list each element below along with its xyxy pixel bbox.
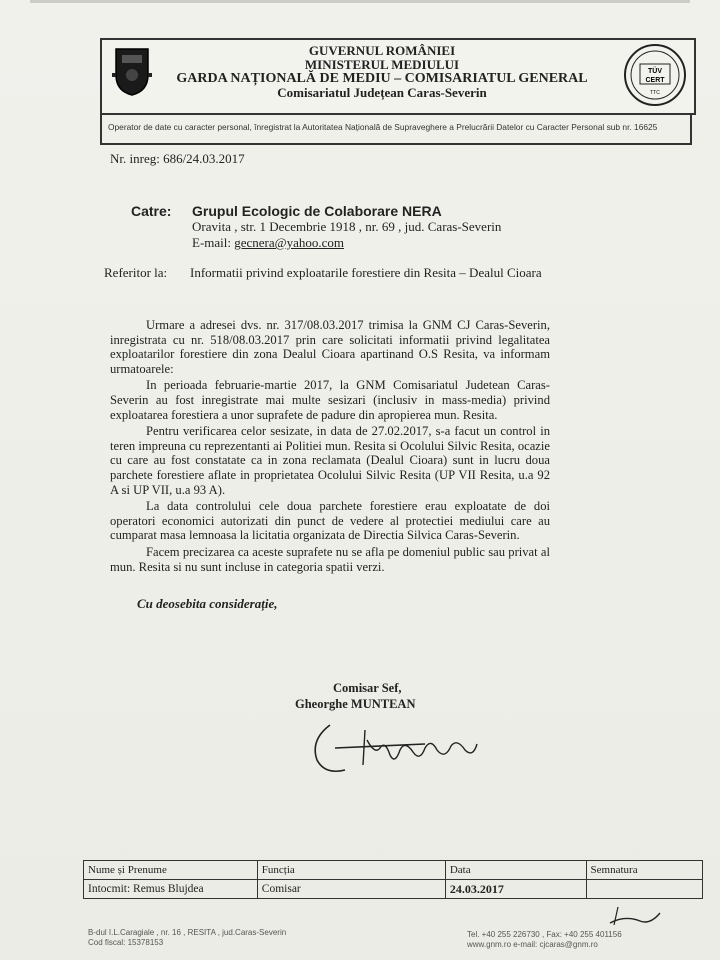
paragraph-4: La data controlului cele doua parchete forestiere erau exploatate de doi operatori economici autorizati din punct de vedere al protectiei mediului care au cumparat masa lemnoasa la licitatia organizata de Directia Silvica Caras-Severin. xyxy=(110,499,550,543)
recipient-email-line xyxy=(192,235,501,251)
table-cell-date: 24.03.2017 xyxy=(445,880,586,899)
handwritten-signature xyxy=(305,710,495,780)
footer-contact-line-1: Tel. +40 255 226730 , Fax: +40 255 401156 xyxy=(467,930,622,939)
paragraph-5: Facem precizarea ca aceste suprafete nu se afla pe domeniul public sau privat al mun. Resita si nu sunt incluse in categoria spatii verzi. xyxy=(110,544,550,574)
recipient-email-label: E-mail: xyxy=(192,235,235,250)
footer-address xyxy=(88,928,286,948)
table-cell-function: Comisar xyxy=(257,880,445,899)
certification-seal-icon xyxy=(622,42,688,108)
signer-name: Gheorghe MUNTEAN xyxy=(295,697,416,711)
paragraph-3: Pentru verificarea celor sesizate, in data de 27.02.2017, s-a facut un control in teren impreuna cu reprezentanti ai Politiei mun. Resita si Ocolului Silvic Resita, ocazie cu care au fost constatate ca in zona reclamata (Dealul Cioara) sunt in lucru doua parchete forestiere aflate in proprietatea Ocolului Silvic Resita (UP VII Resita, u.a 92 A si UP VII, u.a 93 A). xyxy=(110,424,550,497)
recipient-name: Grupul Ecologic de Colaborare NERA xyxy=(192,203,442,219)
closing-salutation: Cu deosebita considerație, xyxy=(137,596,278,611)
letter-body xyxy=(110,318,550,574)
letterhead-line-3: GARDA NAȚIONALĂ DE MEDIU – COMISARIATUL GENERAL xyxy=(176,71,588,86)
paragraph-2: In perioada februarie-martie 2017, la GNM Comisariatul Judetean Caras-Severin au fost inregistrate mai multe sesizari (inclusiv in mass-media) privind exploatarea forestiera a unor suprafete de padure din apropierea mun. Resita. xyxy=(110,378,550,422)
svg-text:TTC: TTC xyxy=(650,90,660,96)
letterhead xyxy=(100,38,696,115)
footer-contact xyxy=(467,930,622,950)
recipient-email-link[interactable]: gecnera@yahoo.com xyxy=(234,235,345,250)
table-header-name: Nume și Prenume xyxy=(84,861,258,880)
footer-contact-line-2: www.gnm.ro e-mail: cjcaras@gnm.ro xyxy=(467,940,598,949)
svg-text:CERT: CERT xyxy=(645,77,665,84)
table-header-row xyxy=(84,861,703,880)
paragraph-1: Urmare a adresei dvs. nr. 317/08.03.2017 trimisa la GNM CJ Caras-Severin, inregistrata cu nr. 518/08.03.2017 prin care solicitati informatii privind legalitatea exploatarilor forestiere din zona Dealul Cioara apartinand O.S Resita, va informam urmatoarele: xyxy=(110,318,550,376)
registration-number: Nr. inreg: 686/24.03.2017 xyxy=(110,151,245,166)
recipient-address: Oravita , str. 1 Decembrie 1918 , nr. 69 , jud. Caras-Severin xyxy=(192,219,502,234)
table-header-function: Funcția xyxy=(257,861,445,880)
letterhead-line-2: MINISTERUL MEDIULUI xyxy=(304,57,460,72)
coat-of-arms-icon xyxy=(112,45,152,97)
subject-label: Referitor la: xyxy=(104,265,168,280)
subject-text: Informatii privind exploatarile forestiere din Resita – Dealul Cioara xyxy=(190,265,542,280)
recipient-block xyxy=(192,203,501,251)
recipient-label: Catre: xyxy=(131,203,172,219)
table-header-signature: Semnatura xyxy=(586,861,702,880)
letterhead-line-4: Comisariatul Județean Caras-Severin xyxy=(277,85,487,100)
footer-address-line-1: B-dul I.L.Caragiale , nr. 16 , RESITA , jud.Caras-Severin xyxy=(88,928,287,937)
table-cell-name: Intocmit: Remus Blujdea xyxy=(84,880,258,899)
footer-address-line-2: Cod fiscal: 15378153 xyxy=(88,938,164,947)
signer-title: Comisar Sef, xyxy=(333,681,402,695)
letterhead-line-1: GUVERNUL ROMÂNIEI xyxy=(308,43,456,58)
fax-header-strip xyxy=(30,0,690,9)
svg-text:TÜV: TÜV xyxy=(648,68,662,75)
letterhead-text xyxy=(162,44,602,100)
table-signature-mark xyxy=(600,885,670,930)
operator-note: Operator de date cu caracter personal, înregistrat la Autoritatea Națională de Supraveghere a Prelucrării Datelor cu Caracter Personal sub nr. 16625 xyxy=(100,115,692,145)
table-header-date: Data xyxy=(445,861,586,880)
signer-block xyxy=(295,680,455,712)
